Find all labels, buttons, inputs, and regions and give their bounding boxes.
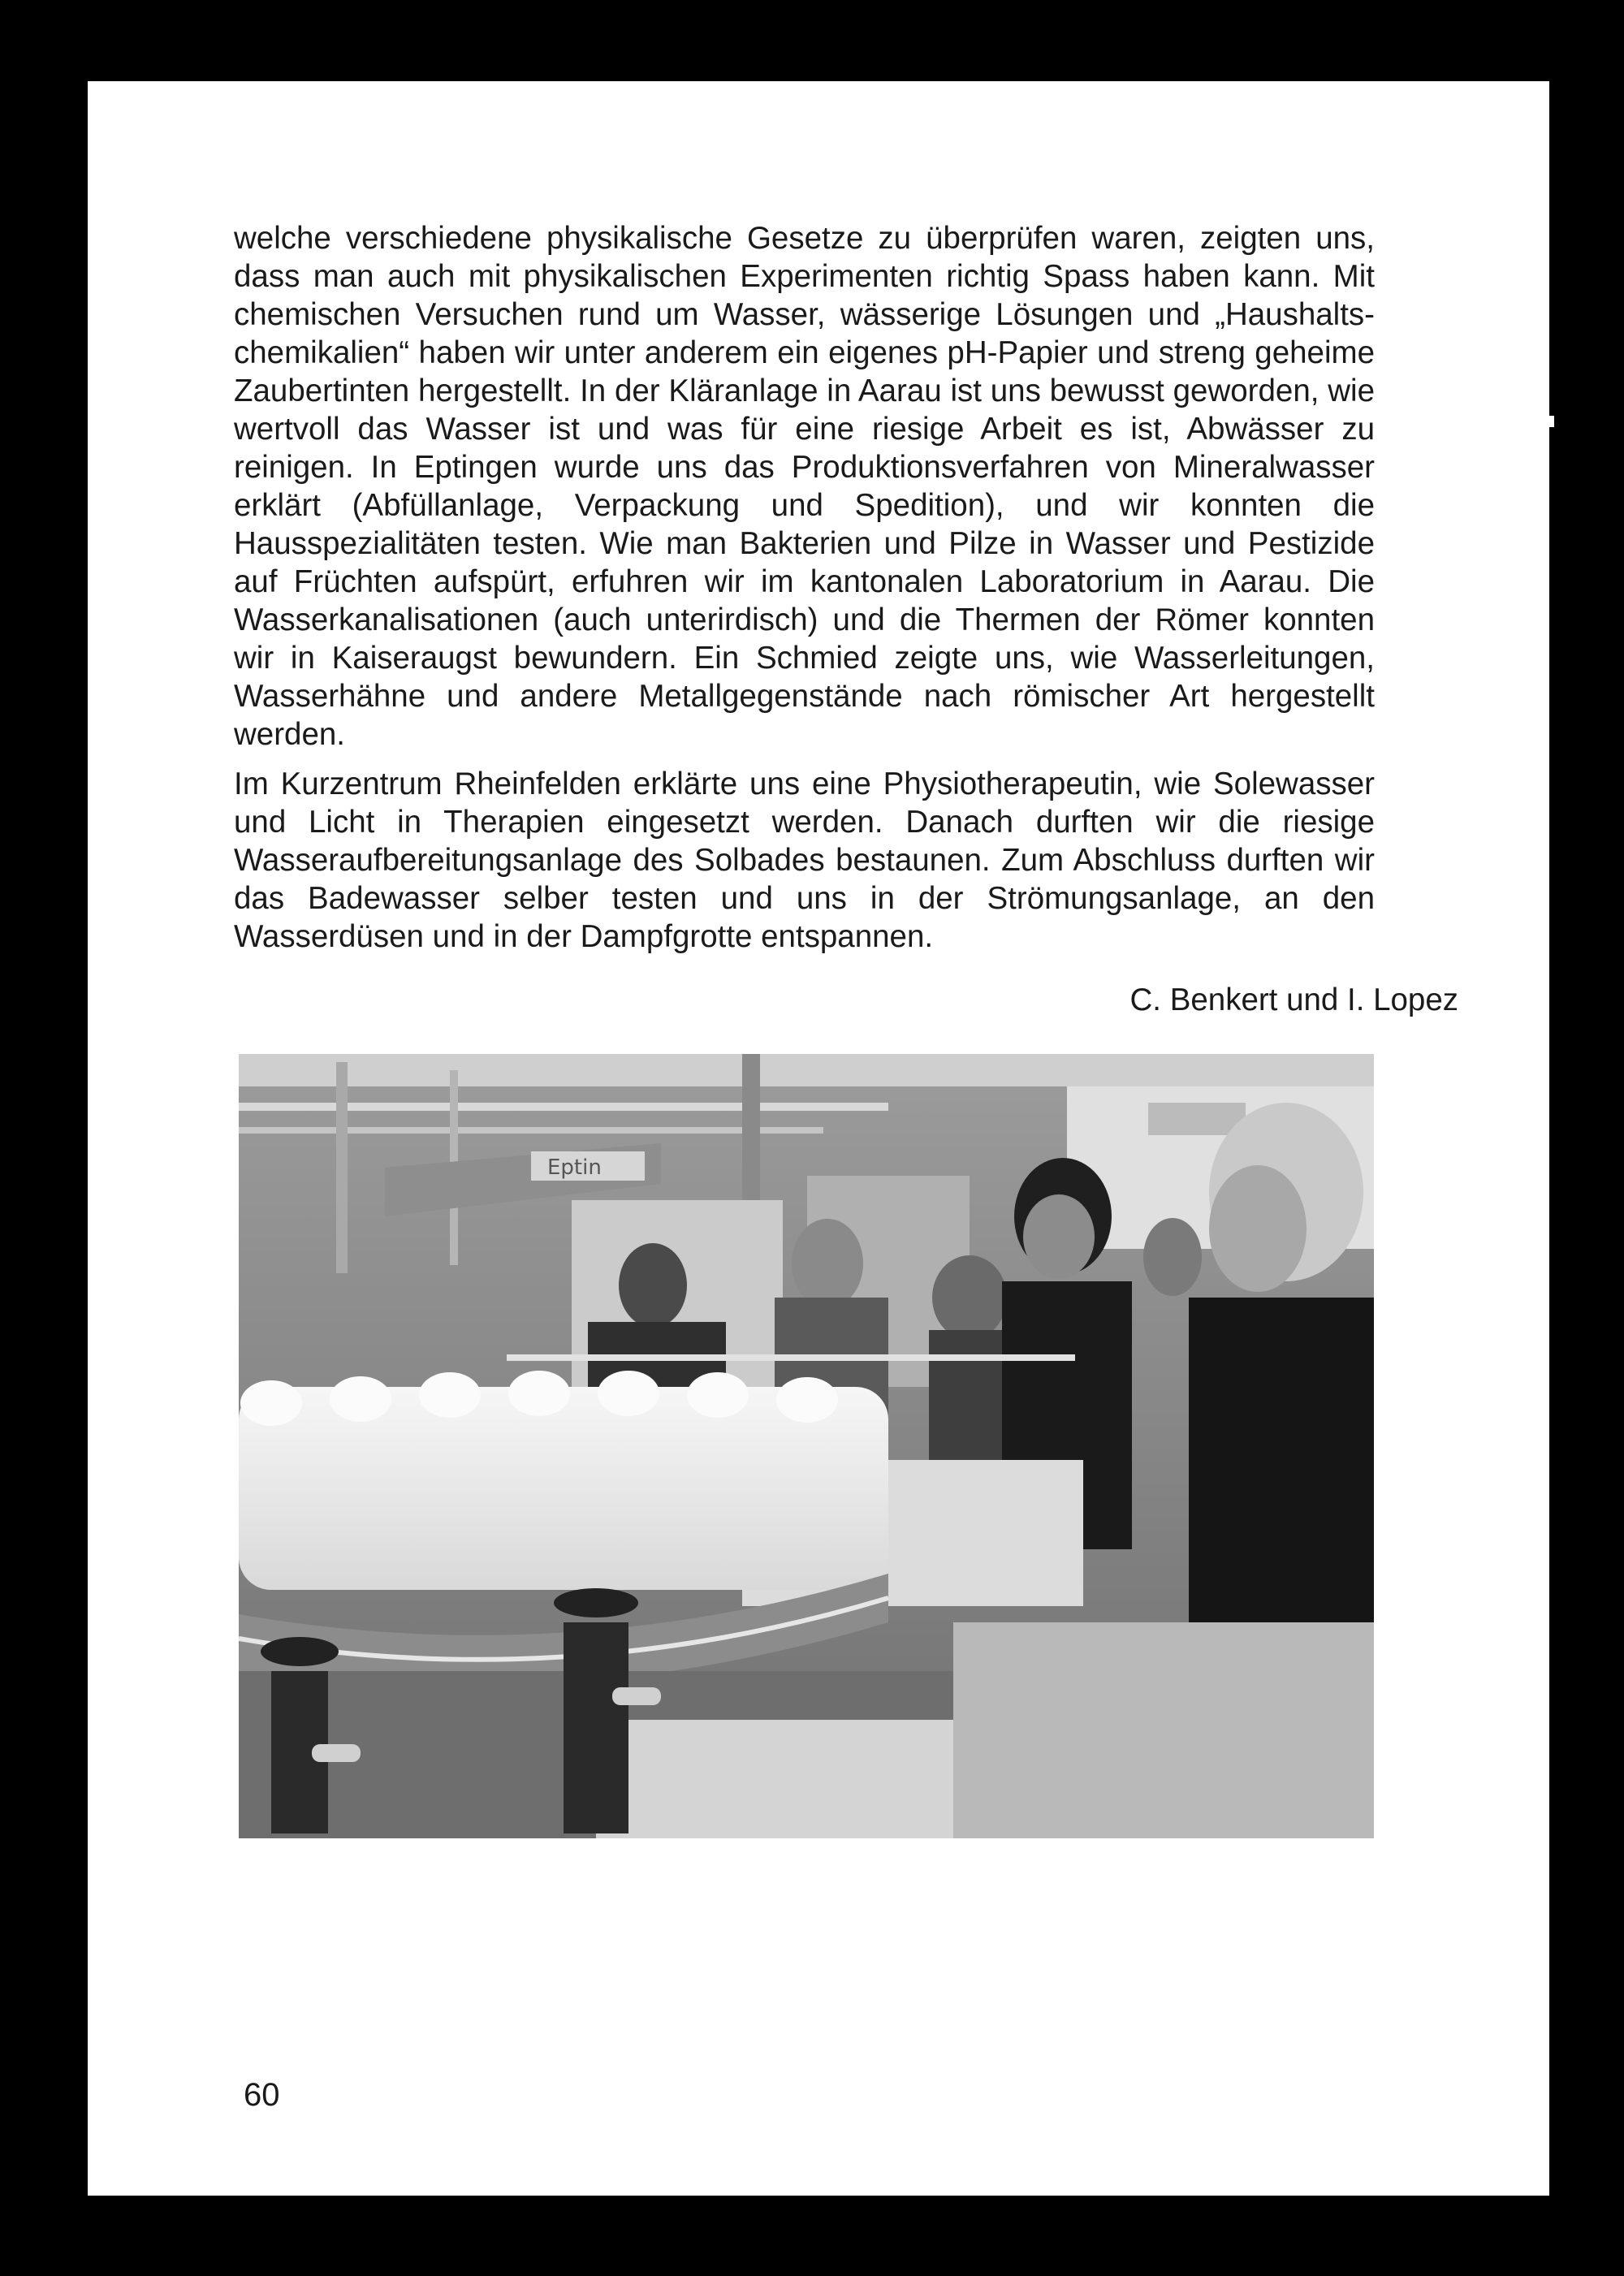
paragraph-2: Im Kurzentrum Rheinfelden erklärte uns eine Physiotherapeutin, wie Solewasser und Licht in Therapien eingesetzt werden. Danach durften wir die riesige Wasseraufbereitungsanlage des Solbades bestaunen. Zum Abschluss durften wir das Badewasser selber testen und uns in der Strömungsanlage, an den Wasserdüsen und in der Dampfgrotte entspannen. <box>234 767 1375 954</box>
document-page <box>88 81 1549 2196</box>
author-credit: C. Benkert und I. Lopez <box>1129 983 1458 1017</box>
scan-edge-mark <box>1549 416 1554 427</box>
body-text <box>234 219 1375 967</box>
photo-sign: Eptin <box>547 1155 602 1180</box>
page-number: 60 <box>244 2077 280 2113</box>
paragraph-1: welche verschiedene physikalische Gesetze zu überprüfen waren, zeigten uns, dass man auch mit physikalischen Experimenten richtig Spass haben kann. Mit chemischen Versuchen rund um Wasser, wässerige Lösungen und „Haushaltschemikalien“ haben wir unter anderem ein eigenes pH-Papier und streng geheime Zaubertinten hergestellt. In der Kläranlage in Aarau ist uns bewusst geworden, wie wertvoll das Wasser ist und was für eine riesige Arbeit es ist, Abwässer zu reinigen. In Eptingen wurde uns das Produktionsverfahren von Mineralwasser erklärt (Abfüllanlage, Verpackung und Spedition), und wir konnten die Hausspezialitäten testen. Wie man Bakterien und Pilze in Wasser und Pestizide auf Früchten aufspürt, erfuhren wir im kantonalen Laboratorium in Aarau. Die Wasserkanalisationen (auch unterirdisch) und die Thermen der Römer konnten wir in Kaiseraugst bewundern. Ein Schmied zeigte uns, wie Wasserleitungen, Wasserhähne und andere Metallgegenstände nach römischer Art hergestellt werden. <box>234 221 1375 752</box>
bottling-plant-photo <box>239 1054 1374 1838</box>
